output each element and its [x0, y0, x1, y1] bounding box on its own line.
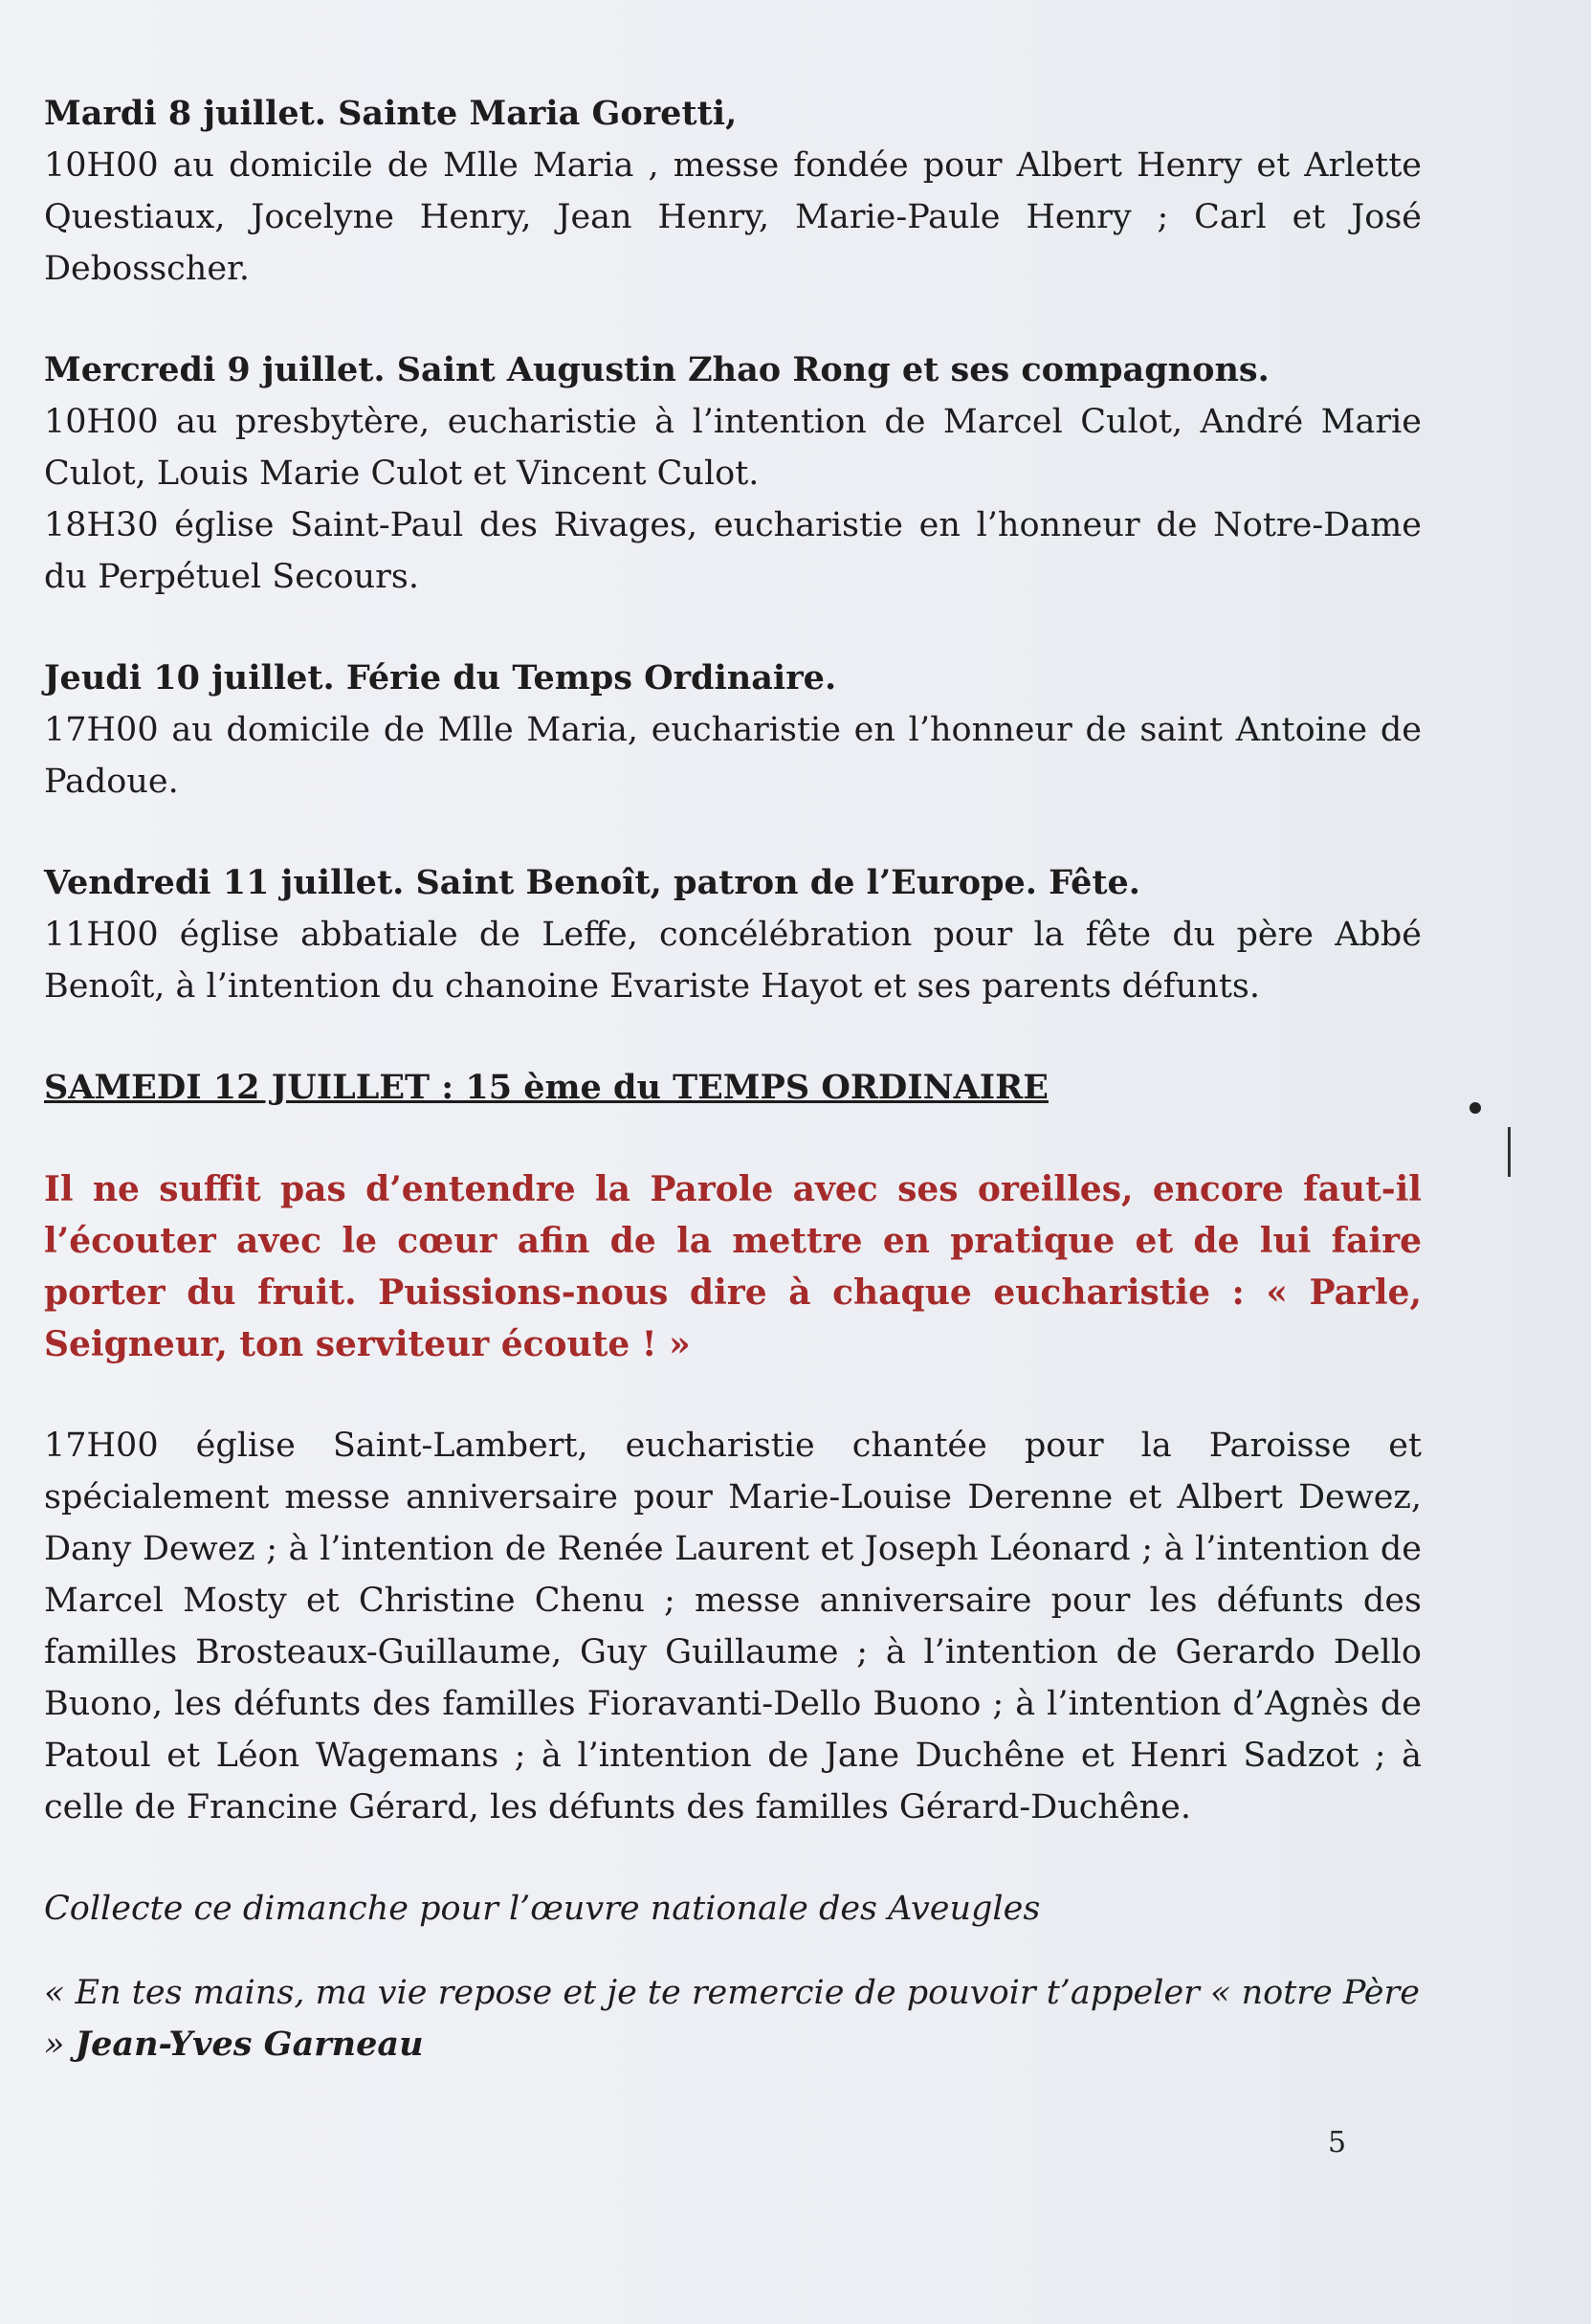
page-content: [44, 88, 1422, 2103]
highlight-quote: Il ne suffit pas d’entendre la Parole avec ses oreilles, encore faut-il l’écouter avec le cœur afin de la mettre en pratique et de lui faire porter du fruit. Puissions-nous dire à chaque eucharistie : « Parle, Seigneur, ton serviteur écoute ! »: [44, 1169, 1422, 1364]
entry-heading: Vendredi 11 juillet. Saint Benoît, patron de l’Europe. Fête.: [44, 863, 1140, 902]
closing-quote-text: « En tes mains, ma vie repose et je te remercie de pouvoir t’appeler « notre Père »: [44, 1974, 1420, 2064]
entry-friday: [44, 857, 1422, 1012]
entry-text: 10H00 au domicile de Mlle Maria , messe fondée pour Albert Henry et Arlette Questiaux, Jocelyne Henry, Jean Henry, Marie-Paule Henry ; Carl et José Debosscher.: [44, 146, 1422, 288]
entry-text: 18H30 église Saint-Paul des Rivages, eucharistie en l’honneur de Notre-Dame du Perpétuel Secours.: [44, 506, 1422, 596]
saturday-title: SAMEDI 12 JUILLET : 15 ème du TEMPS ORDINAIRE: [44, 1068, 1049, 1107]
entry-text: 17H00 au domicile de Mlle Maria, eucharistie en l’honneur de saint Antoine de Padoue.: [44, 711, 1422, 801]
entry-text: 10H00 au presbytère, eucharistie à l’intention de Marcel Culot, André Marie Culot, Louis Marie Culot et Vincent Culot.: [44, 403, 1422, 493]
entry-thursday: [44, 653, 1422, 808]
margin-dot-mark: [1469, 1102, 1481, 1114]
saturday-mass-text: 17H00 église Saint-Lambert, eucharistie chantée pour la Paroisse et spécialement messe anniversaire pour Marie-Louise Derenne et Albert Dewez, Dany Dewez ; à l’intention de Renée Laurent et Joseph Léonard ; à l’intention de Marcel Mosty et Christine Chenu ; messe anniversaire pour les défunts des familles Brosteaux-Guillaume, Guy Guillaume ; à l’intention de Gerardo Dello Buono, les défunts des familles Fioravanti-Dello Buono ; à l’intention d’Agnès de Patoul et Léon Wagemans ; à l’intention de Jane Duchêne et Henri Sadzot ; à celle de Francine Gérard, les défunts des familles Gérard-Duchêne.: [44, 1427, 1422, 1826]
page-number: 5: [1328, 2126, 1347, 2159]
entry-heading: Mercredi 9 juillet. Saint Augustin Zhao Rong et ses compagnons.: [44, 350, 1270, 389]
collecte-note: Collecte ce dimanche pour l’œuvre nationale des Aveugles: [44, 1890, 1041, 1928]
entry-heading: Jeudi 10 juillet. Férie du Temps Ordinaire.: [44, 658, 837, 697]
entry-heading: Mardi 8 juillet. Sainte Maria Goretti,: [44, 94, 738, 133]
closing-quote: [44, 1967, 1422, 2070]
entry-text: 11H00 église abbatiale de Leffe, concélébration pour la fête du père Abbé Benoît, à l’intention du chanoine Evariste Hayot et ses parents défunts.: [44, 916, 1422, 1006]
closing-quote-author: Jean-Yves Garneau: [75, 2025, 424, 2064]
entry-tuesday: [44, 88, 1422, 295]
margin-tick-mark: [1508, 1127, 1511, 1177]
entry-wednesday: [44, 344, 1422, 603]
